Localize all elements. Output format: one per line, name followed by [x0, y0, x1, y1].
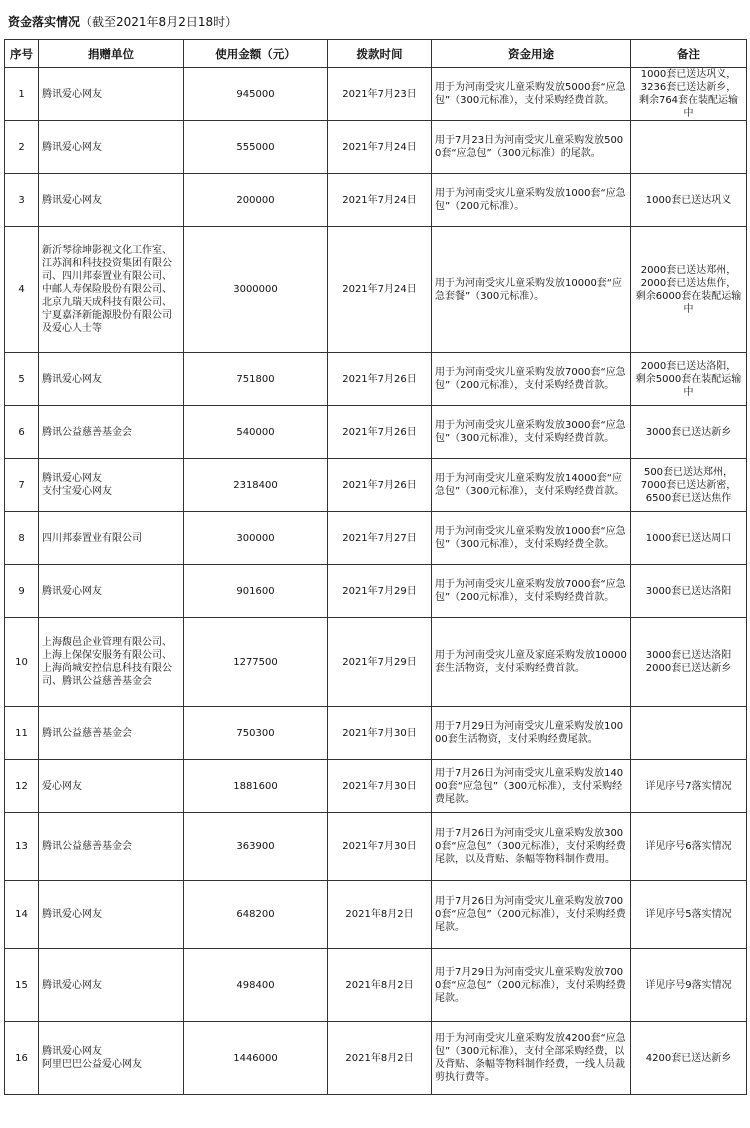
row-donor: [39, 707, 184, 760]
table-row: [5, 512, 747, 565]
note-line: 详见序号5落实情况: [645, 909, 732, 920]
row-amount: 363900: [184, 813, 328, 881]
row-index: 5: [5, 353, 39, 406]
note-line: 详见序号9落实情况: [645, 979, 732, 991]
row-note: [631, 227, 747, 353]
row-note: [631, 1022, 747, 1095]
donor-line: 腾讯爱心网友: [42, 585, 102, 597]
row-amount: 750300: [184, 707, 328, 760]
row-index: 6: [5, 406, 39, 459]
donor-line: 新沂琴徐坤影视文化工作室、江苏润和科技投资集团有限公司、四川邦泰置业有限公司、中邮人寿保险股份有限公司、北京九瑞天成科技有限公司、宁夏嘉泽新能源股份有限公司及爱心人士等: [42, 245, 172, 334]
col-header-use: 资金用途: [432, 40, 631, 68]
note-line: 7000套已送达新密，: [640, 479, 737, 491]
row-index: 4: [5, 227, 39, 353]
table-row: [5, 68, 747, 121]
donor-line: 腾讯爱心网友: [42, 194, 102, 206]
row-use: 用于为河南受灾儿童及家庭采购发放10000套生活物资，支付采购经费首款。: [432, 618, 631, 707]
row-note: [631, 618, 747, 707]
row-index: 13: [5, 813, 39, 881]
row-amount: 945000: [184, 68, 328, 121]
donor-line: 腾讯爱心网友: [42, 909, 102, 920]
row-amount: 498400: [184, 949, 328, 1022]
row-note: [631, 512, 747, 565]
row-index: 3: [5, 174, 39, 227]
row-date: 2021年7月27日: [328, 512, 432, 565]
donor-line: 腾讯爱心网友: [42, 1046, 102, 1057]
row-date: 2021年7月26日: [328, 459, 432, 512]
col-header-donor: 捐赠单位: [39, 40, 184, 68]
row-index: 1: [5, 68, 39, 121]
row-date: 2021年8月2日: [328, 949, 432, 1022]
row-note: [631, 353, 747, 406]
row-date: 2021年7月30日: [328, 813, 432, 881]
row-use: 用于为河南受灾儿童采购发放7000套“应急包”（200元标准），支付采购经费首款。: [432, 353, 631, 406]
note-line: 2000套已送达新乡: [645, 663, 732, 674]
row-index: 9: [5, 565, 39, 618]
note-line: 2000套已送达郑州，: [640, 264, 737, 276]
row-donor: [39, 68, 184, 121]
row-use: 用于7月26日为河南受灾儿童采购发放7000套“应急包”（200元标准），支付采购经费尾款。: [432, 881, 631, 949]
row-donor: [39, 406, 184, 459]
note-line: 6500套已送达焦作: [645, 492, 732, 504]
table-row: [5, 881, 747, 949]
table-row: [5, 1022, 747, 1095]
row-use: 用于7月23日为河南受灾儿童采购发放5000套“应急包”（300元标准）的尾款。: [432, 121, 631, 174]
row-date: 2021年7月29日: [328, 565, 432, 618]
row-note: [631, 565, 747, 618]
row-index: 8: [5, 512, 39, 565]
page-title-main: 资金落实情况: [8, 15, 81, 29]
donor-line: 阿里巴巴公益爱心网友: [42, 1059, 142, 1070]
table-row: [5, 565, 747, 618]
row-amount: 3000000: [184, 227, 328, 353]
table-row: [5, 949, 747, 1022]
row-note: [631, 121, 747, 174]
table-header-row: [5, 40, 747, 68]
row-donor: [39, 813, 184, 881]
donor-line: 腾讯爱心网友: [42, 373, 102, 385]
row-amount: 1446000: [184, 1022, 328, 1095]
row-index: 11: [5, 707, 39, 760]
donor-line: 上海馥邑企业管理有限公司、上海上保保安服务有限公司、上海尚城安控信息科技有限公司、腾讯公益慈善基金会: [42, 637, 172, 687]
note-line: 2000套已送达焦作，: [640, 277, 737, 289]
table-row: [5, 707, 747, 760]
donor-line: 腾讯爱心网友: [42, 979, 102, 991]
table-row: [5, 406, 747, 459]
table-row: [5, 121, 747, 174]
row-donor: [39, 1022, 184, 1095]
row-donor: [39, 512, 184, 565]
row-use: 用于7月29日为河南受灾儿童采购发放10000套生活物资，支付采购经费尾款。: [432, 707, 631, 760]
row-index: 2: [5, 121, 39, 174]
row-date: 2021年8月2日: [328, 1022, 432, 1095]
row-index: 10: [5, 618, 39, 707]
row-date: 2021年7月30日: [328, 760, 432, 813]
funds-table: [4, 39, 747, 1095]
row-amount: 648200: [184, 881, 328, 949]
row-donor: [39, 353, 184, 406]
row-donor: [39, 760, 184, 813]
note-line: 3000套已送达洛阳: [645, 585, 732, 597]
row-date: 2021年8月2日: [328, 881, 432, 949]
row-amount: 1881600: [184, 760, 328, 813]
table-row: [5, 353, 747, 406]
row-note: [631, 707, 747, 760]
donor-line: 腾讯爱心网友: [42, 473, 102, 484]
row-donor: [39, 121, 184, 174]
donor-line: 腾讯公益慈善基金会: [42, 841, 132, 852]
donor-line: 四川邦泰置业有限公司: [42, 532, 142, 544]
note-line: 1000套已送达巩义: [645, 194, 732, 206]
row-amount: 555000: [184, 121, 328, 174]
table-row: [5, 227, 747, 353]
row-use: 用于7月26日为河南受灾儿童采购发放14000套“应急包”（300元标准），支付采购经费尾款。: [432, 760, 631, 813]
row-use: 用于为河南受灾儿童采购发放3000套“应急包”（300元标准），支付采购经费首款。: [432, 406, 631, 459]
row-use: 用于为河南受灾儿童采购发放10000套“应急套餐”（300元标准）。: [432, 227, 631, 353]
row-use: 用于为河南受灾儿童采购发放5000套“应急包”（300元标准），支付采购经费首款。: [432, 68, 631, 121]
row-use: 用于为河南受灾儿童采购发放1000套“应急包”（300元标准），支付采购经费全款。: [432, 512, 631, 565]
row-note: [631, 881, 747, 949]
table-row: [5, 760, 747, 813]
note-line: 剩余5000套在装配运输中: [635, 373, 742, 398]
row-donor: [39, 459, 184, 512]
row-index: 16: [5, 1022, 39, 1095]
row-use: 用于为河南受灾儿童采购发放14000套“应急包”（300元标准），支付采购经费首款。: [432, 459, 631, 512]
row-note: [631, 174, 747, 227]
row-use: 用于为河南受灾儿童采购发放1000套“应急包”（200元标准）。: [432, 174, 631, 227]
note-line: 2000套已送达洛阳，: [640, 360, 737, 372]
row-date: 2021年7月23日: [328, 68, 432, 121]
row-use: 用于7月26日为河南受灾儿童采购发放3000套“应急包”（300元标准），支付采购经费尾款，以及背贴、条幅等物料制作费用。: [432, 813, 631, 881]
row-index: 7: [5, 459, 39, 512]
row-donor: [39, 949, 184, 1022]
row-use: 用于7月29日为河南受灾儿童采购发放7000套“应急包”（200元标准），支付采购经费尾款。: [432, 949, 631, 1022]
note-line: 剩余764套在装配运输中: [638, 95, 739, 119]
row-index: 14: [5, 881, 39, 949]
row-amount: 300000: [184, 512, 328, 565]
col-header-date: 拨款时间: [328, 40, 432, 68]
donor-line: 腾讯爱心网友: [42, 141, 102, 153]
row-amount: 2318400: [184, 459, 328, 512]
row-note: [631, 949, 747, 1022]
note-line: 1000套已送达巩义，: [640, 69, 737, 80]
row-date: 2021年7月26日: [328, 406, 432, 459]
row-donor: [39, 881, 184, 949]
row-use: 用于为河南受灾儿童采购发放4200套“应急包”（300元标准），支付全部采购经费，以及背贴、条幅等物料制作经费，一线人员裁剪执行费等。: [432, 1022, 631, 1095]
row-note: [631, 406, 747, 459]
page-title: [8, 14, 237, 30]
row-note: [631, 459, 747, 512]
note-line: 3000套已送达洛阳: [645, 650, 732, 661]
row-date: 2021年7月29日: [328, 618, 432, 707]
donor-line: 腾讯爱心网友: [42, 88, 102, 100]
table-row: [5, 813, 747, 881]
row-note: [631, 760, 747, 813]
note-line: 剩余6000套在装配运输中: [635, 290, 742, 315]
row-amount: 901600: [184, 565, 328, 618]
row-note: [631, 813, 747, 881]
row-donor: [39, 618, 184, 707]
note-line: 500套已送达郑州，: [643, 466, 734, 478]
table-row: [5, 618, 747, 707]
row-amount: 1277500: [184, 618, 328, 707]
note-line: 详见序号7落实情况: [645, 780, 732, 792]
row-amount: 200000: [184, 174, 328, 227]
note-line: 详见序号6落实情况: [645, 841, 732, 852]
row-amount: 751800: [184, 353, 328, 406]
note-line: 3000套已送达新乡: [645, 426, 732, 438]
row-index: 12: [5, 760, 39, 813]
donor-line: 爱心网友: [42, 780, 82, 792]
row-donor: [39, 227, 184, 353]
table-row: [5, 459, 747, 512]
row-index: 15: [5, 949, 39, 1022]
row-donor: [39, 174, 184, 227]
donor-line: 腾讯公益慈善基金会: [42, 727, 132, 739]
col-header-index: 序号: [5, 40, 39, 68]
row-use: 用于为河南受灾儿童采购发放7000套“应急包”（200元标准），支付采购经费首款。: [432, 565, 631, 618]
row-date: 2021年7月24日: [328, 174, 432, 227]
note-line: 3236套已送达新乡，: [640, 82, 737, 93]
row-note: [631, 68, 747, 121]
table-row: [5, 174, 747, 227]
row-date: 2021年7月30日: [328, 707, 432, 760]
row-donor: [39, 565, 184, 618]
row-date: 2021年7月24日: [328, 227, 432, 353]
col-header-note: 备注: [631, 40, 747, 68]
table-body: [5, 68, 747, 1095]
row-amount: 540000: [184, 406, 328, 459]
page-title-subtitle: （截至2021年8月2日18时）: [80, 15, 238, 29]
note-line: 1000套已送达周口: [645, 532, 732, 544]
row-date: 2021年7月24日: [328, 121, 432, 174]
note-line: 4200套已送达新乡: [645, 1052, 732, 1064]
donor-line: 腾讯公益慈善基金会: [42, 426, 132, 438]
row-date: 2021年7月26日: [328, 353, 432, 406]
col-header-amount: 使用金额（元）: [184, 40, 328, 68]
donor-line: 支付宝爱心网友: [42, 486, 112, 497]
